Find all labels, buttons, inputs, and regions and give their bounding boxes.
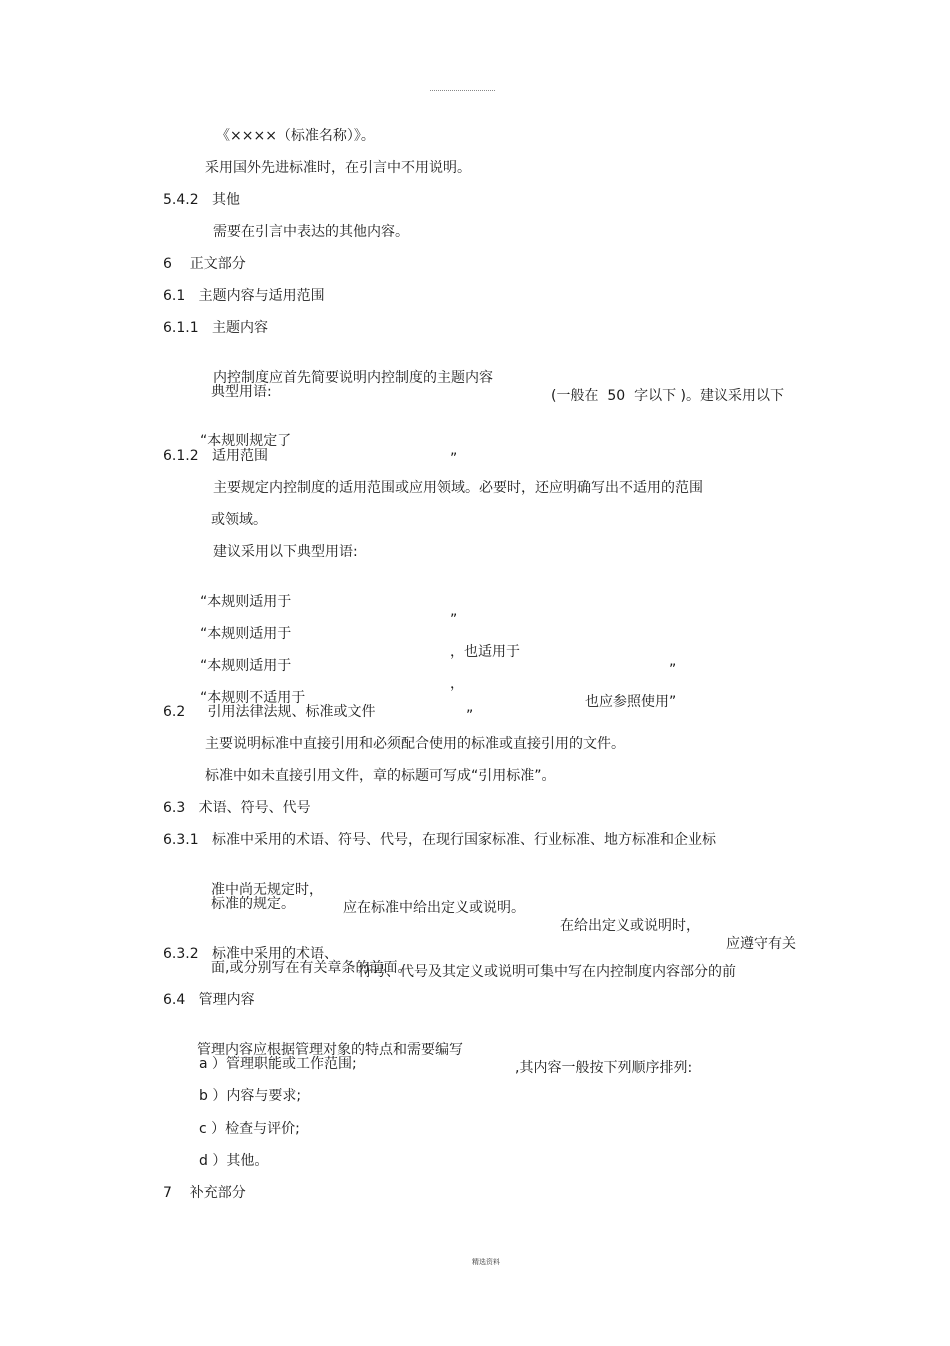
- doc-line: 主要规定内控制度的适用范围或应用领域。必要时，还应明确写出不适用的范围: [213, 480, 703, 496]
- doc-line: 或领域。: [211, 512, 267, 528]
- line-segment: ”: [450, 612, 458, 628]
- section-heading: 6.2 引用法律法规、标准或文件: [163, 704, 376, 720]
- list-item: d ）其他。: [199, 1153, 269, 1169]
- section-heading: 5.4.2 其他: [163, 192, 240, 208]
- section-heading: 6.4 管理内容: [163, 992, 255, 1008]
- list-item: c ）检查与评价;: [199, 1121, 300, 1137]
- line-segment: 在给出定义或说明时，: [560, 918, 700, 934]
- section-heading: 6.3 术语、符号、代号: [163, 800, 311, 816]
- line-segment: ”: [466, 708, 474, 724]
- line-segment: ，也适用于: [450, 644, 520, 660]
- doc-line: 6.3.1 标准中采用的术语、符号、代号，在现行国家标准、行业标准、地方标准和企业标: [163, 832, 716, 848]
- header-rule: [430, 90, 495, 91]
- line-segment: 内控制度应首先简要说明内控制度的主题内容: [213, 370, 493, 386]
- doc-line: 典型用语:: [211, 384, 272, 400]
- section-heading: 6.1.2 适用范围: [163, 448, 268, 464]
- line-segment: 准中尚无规定时，: [211, 882, 323, 898]
- doc-line: 面,或分别写在有关章条的前面。: [211, 960, 412, 976]
- doc-line: 需要在引言中表达的其他内容。: [213, 224, 409, 240]
- line-segment: “本规则适用于: [200, 658, 292, 674]
- line-segment: “本规则适用于: [200, 594, 292, 610]
- section-heading: 7 补充部分: [163, 1185, 246, 1201]
- line-segment: ,其内容一般按下列顺序排列:: [515, 1060, 693, 1076]
- line-segment: 管理内容应根据管理对象的特点和需要编写: [197, 1042, 463, 1058]
- line-segment: ”: [450, 451, 458, 467]
- list-item: b ）内容与要求;: [199, 1088, 302, 1104]
- line-segment: 应在标准中给出定义或说明。: [343, 900, 525, 916]
- line-segment: “本规则适用于: [200, 626, 292, 642]
- page-footer: 精选资料: [472, 1258, 500, 1266]
- section-heading: 6 正文部分: [163, 256, 246, 272]
- doc-line: 标准的规定。: [211, 896, 295, 912]
- doc-line: 建议采用以下典型用语:: [213, 544, 358, 560]
- section-heading: 6.1.1 主题内容: [163, 320, 268, 336]
- line-segment: 也应参照使用”: [585, 694, 677, 710]
- line-segment: “本规则规定了: [200, 433, 292, 449]
- doc-line: 采用国外先进标准时，在引言中不用说明。: [205, 160, 471, 176]
- line-segment: 符号、代号及其定义或说明可集中写在内控制度内容部分的前: [358, 964, 736, 980]
- doc-line: 主要说明标准中直接引用和必须配合使用的标准或直接引用的文件。: [205, 736, 625, 752]
- doc-line: 《××××（标准名称）》。: [216, 128, 375, 144]
- list-item: a ）管理职能或工作范围;: [199, 1056, 357, 1072]
- section-heading: 6.1 主题内容与适用范围: [163, 288, 325, 304]
- line-segment: 6.3.2 标准中采用的术语、: [163, 946, 338, 962]
- line-segment: (一般在 50 字以下 )。建议采用以下: [551, 388, 784, 404]
- line-segment: “本规则不适用于: [200, 690, 306, 706]
- doc-line: 标准中如未直接引用文件，章的标题可写成“引用标准”。: [205, 768, 556, 784]
- line-segment: ”: [669, 662, 677, 678]
- line-segment: ，: [450, 676, 464, 692]
- doc-line: [213, 351, 813, 405]
- line-segment: 应遵守有关: [726, 936, 796, 952]
